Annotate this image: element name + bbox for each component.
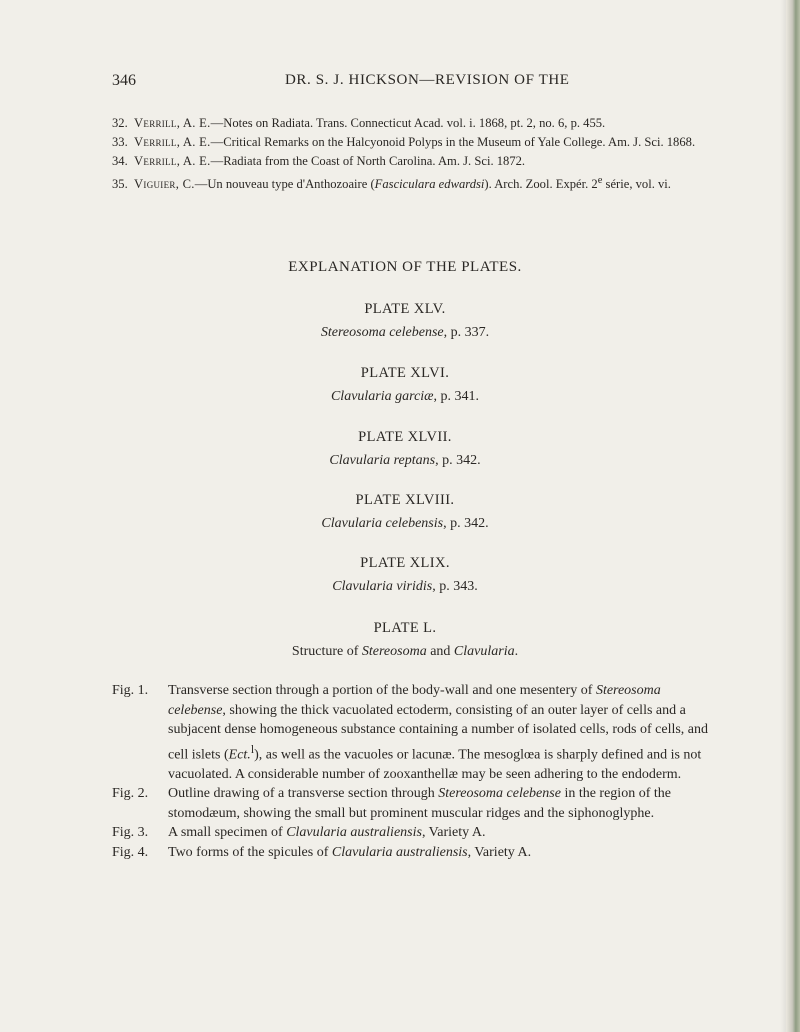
reference-author: Verrill, A. E. — [134, 116, 211, 130]
plate-title: PLATE XLV. — [364, 301, 446, 317]
reference-list — [112, 114, 712, 194]
plate-caption — [0, 325, 800, 341]
reference-text: —Critical Remarks on the Halcyonoid Polyps in the Museum of Yale College. Am. J. Sci. 1868. — [210, 135, 696, 149]
explanation-heading: EXPLANATION OF THE PLATES. — [288, 259, 522, 275]
running-title: DR. S. J. HICKSON—REVISION OF THE — [285, 72, 570, 88]
plate-page: , p. 342. — [443, 516, 489, 531]
reference-author: Verrill, A. E. — [134, 135, 211, 149]
figure-text: , Variety A. — [467, 844, 532, 860]
plate-caption — [0, 644, 800, 660]
reference-author: Verrill, A. E. — [134, 154, 211, 168]
plate-text: . — [514, 644, 519, 659]
plate-species: Clavularia viridis — [332, 579, 433, 594]
reference-superscript: e — [597, 175, 603, 186]
figure-label: Fig. 4. — [112, 844, 149, 860]
reference-number: 33. — [112, 135, 128, 149]
figure-text: Two forms of the spicules of — [168, 844, 332, 860]
figure-text: Transverse section through a portion of the body-wall and one mesentery of — [168, 683, 596, 698]
plate-title: PLATE XLVII. — [358, 429, 452, 445]
figure-label: Fig. 2. — [112, 786, 149, 802]
plate-title: PLATE XLVIII. — [355, 492, 455, 508]
figure-text: Outline drawing of a transverse section through — [168, 786, 439, 802]
reference-text: —Radiata from the Coast of North Carolina. Am. J. Sci. 1872. — [210, 154, 526, 168]
plate-text: and — [426, 644, 454, 659]
plate-text: Structure of — [291, 644, 362, 659]
plate-genus: Clavularia — [453, 644, 515, 659]
plate-title: PLATE L. — [373, 620, 437, 636]
plate-page: , p. 341. — [433, 389, 480, 404]
running-head — [0, 72, 800, 94]
reference-number: 35. — [112, 177, 128, 192]
reference-item — [112, 114, 712, 133]
plate-species: Clavularia garciæ — [330, 389, 434, 404]
plate-caption — [0, 516, 800, 532]
figure-text: in the region of the stomodæum, showing the small but prominent muscular ridges and the siphonoglyphe. — [168, 786, 671, 821]
reference-item — [112, 133, 712, 152]
plate-genus: Stereosoma — [361, 644, 427, 659]
reference-item — [112, 152, 712, 171]
figure-text: ), as well as the vacuoles or lacunæ. The mesoglœa is sharply defined and is not vacuolated. A considerable number of zooxanthellæ may be seen adhering to the endoderm. — [168, 747, 702, 782]
figure-text: A small specimen of — [168, 825, 287, 841]
figure-italic: Stereosoma celebense — [168, 683, 661, 718]
plate-caption — [0, 579, 800, 595]
figure-superscript: l — [250, 742, 255, 756]
figure-item — [112, 784, 714, 823]
reference-text: —Un nouveau type d'Anthozoaire ( — [194, 177, 375, 192]
plate-caption — [0, 453, 800, 469]
plate-page: , p. 342. — [435, 453, 481, 468]
plate-species: Clavularia reptans — [329, 453, 436, 468]
reference-number: 32. — [112, 116, 128, 130]
figure-item — [112, 843, 714, 863]
figure-item — [112, 681, 714, 784]
plate-page: , p. 337. — [443, 325, 490, 340]
figure-item — [112, 823, 714, 843]
reference-text: ). Arch. Zool. Expér. 2 — [484, 177, 598, 192]
plate-title: PLATE XLVI. — [360, 365, 450, 381]
figure-text: , showing the thick vacuolated ectoderm, consisting of an outer layer of cells and a subjacent dense homogeneous substance containing a number of isolated cells, rods of cells, and cell islets ( — [168, 702, 709, 763]
page-number: 346 — [112, 72, 136, 89]
figure-italic: Clavularia australiensis — [286, 825, 422, 841]
figure-label: Fig. 1. — [112, 683, 149, 698]
plate-page: , p. 343. — [432, 579, 478, 594]
reference-item — [112, 171, 712, 194]
figure-label: Fig. 3. — [112, 825, 149, 841]
reference-text: —Notes on Radiata. Trans. Connecticut Acad. vol. i. 1868, pt. 2, no. 6, p. 455. — [210, 116, 606, 130]
figure-explanations — [112, 681, 714, 862]
plate-title: PLATE XLIX. — [360, 555, 450, 571]
reference-italic-title: Fasciculara edwardsi — [374, 177, 485, 192]
figure-italic: Stereosoma celebense — [438, 786, 561, 802]
plate-species: Clavularia celebensis — [321, 516, 444, 531]
figure-text: , Variety A. — [421, 825, 486, 841]
figure-italic: Clavularia australiensis — [331, 844, 468, 860]
figure-italic: Ect. — [228, 747, 251, 763]
reference-text: série, vol. vi. — [602, 177, 671, 192]
reference-author: Viguier, C. — [134, 177, 195, 192]
plate-caption — [0, 389, 800, 405]
plate-species: Stereosoma celebense — [320, 325, 444, 340]
reference-number: 34. — [112, 154, 128, 168]
